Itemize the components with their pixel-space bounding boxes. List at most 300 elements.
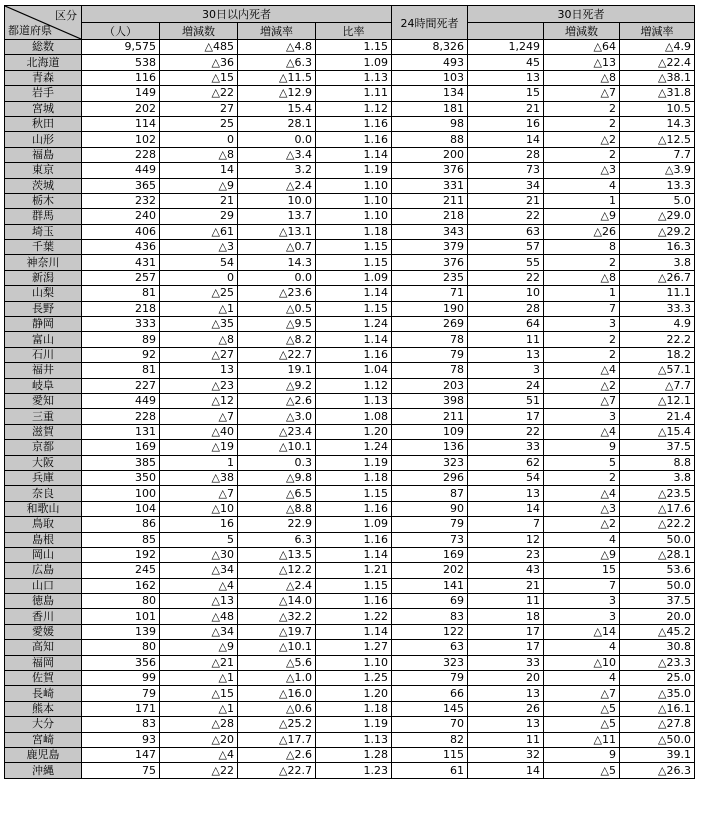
table-row xyxy=(5,747,695,762)
deaths-30d-cell: 33 xyxy=(468,440,544,455)
change-count-30d-cell: 1 xyxy=(544,193,620,208)
table-row xyxy=(5,578,695,593)
within30-cell: 538 xyxy=(82,55,160,70)
ratio-cell: 1.09 xyxy=(316,55,392,70)
ratio-cell: 1.27 xyxy=(316,640,392,655)
deaths-30d-cell: 32 xyxy=(468,747,544,762)
deaths-24h-cell: 190 xyxy=(392,301,468,316)
table-row xyxy=(5,86,695,101)
ratio-cell: 1.18 xyxy=(316,470,392,485)
deaths-30d-cell: 73 xyxy=(468,163,544,178)
table-row xyxy=(5,101,695,116)
change-rate-cell: 6.3 xyxy=(238,532,316,547)
table-row xyxy=(5,763,695,778)
change-count-cell: 1 xyxy=(160,455,238,470)
deaths-30d-cell: 1,249 xyxy=(468,40,544,55)
deaths-24h-cell: 202 xyxy=(392,563,468,578)
within30-cell: 333 xyxy=(82,317,160,332)
change-count-cell: △34 xyxy=(160,624,238,639)
change-count-cell: △40 xyxy=(160,424,238,439)
change-count-30d-cell: △14 xyxy=(544,624,620,639)
within30-cell: 218 xyxy=(82,301,160,316)
within30-cell: 101 xyxy=(82,609,160,624)
table-row xyxy=(5,609,695,624)
table-row xyxy=(5,363,695,378)
deaths-30d-cell: 21 xyxy=(468,193,544,208)
deaths-24h-cell: 70 xyxy=(392,717,468,732)
within30-cell: 89 xyxy=(82,332,160,347)
change-count-cell: △22 xyxy=(160,86,238,101)
change-rate-cell: △25.2 xyxy=(238,717,316,732)
table-row xyxy=(5,532,695,547)
prefecture-cell: 兵庫 xyxy=(5,470,82,485)
deaths-24h-cell: 109 xyxy=(392,424,468,439)
deaths-30d-cell: 20 xyxy=(468,671,544,686)
change-count-cell: △7 xyxy=(160,409,238,424)
change-count-30d-cell: 2 xyxy=(544,147,620,162)
prefecture-cell: 青森 xyxy=(5,70,82,85)
change-count-cell: △10 xyxy=(160,501,238,516)
within30-cell: 227 xyxy=(82,378,160,393)
deaths-30d-cell: 13 xyxy=(468,686,544,701)
ratio-cell: 1.10 xyxy=(316,193,392,208)
change-count-30d-cell: 7 xyxy=(544,578,620,593)
ratio-cell: 1.25 xyxy=(316,671,392,686)
within30-cell: 406 xyxy=(82,224,160,239)
change-rate-30d-cell: △28.1 xyxy=(620,547,695,562)
table-row xyxy=(5,717,695,732)
change-count-30d-cell: 3 xyxy=(544,317,620,332)
change-rate-30d-cell: △29.2 xyxy=(620,224,695,239)
change-rate-cell: △13.5 xyxy=(238,547,316,562)
change-count-30d-cell: 8 xyxy=(544,240,620,255)
change-rate-30d-cell: △23.5 xyxy=(620,486,695,501)
change-count-cell: △22 xyxy=(160,763,238,778)
change-rate-30d-cell: △35.0 xyxy=(620,686,695,701)
table-body xyxy=(5,40,695,779)
change-rate-cell: 0.3 xyxy=(238,455,316,470)
change-count-cell: 13 xyxy=(160,363,238,378)
change-rate-cell: △11.5 xyxy=(238,70,316,85)
deaths-24h-cell: 88 xyxy=(392,132,468,147)
prefecture-cell: 高知 xyxy=(5,640,82,655)
change-count-30d-cell: 3 xyxy=(544,594,620,609)
change-count-30d-cell: 9 xyxy=(544,440,620,455)
change-count-30d-cell: △2 xyxy=(544,132,620,147)
deaths-30d-cell: 17 xyxy=(468,624,544,639)
change-count-30d-cell: 2 xyxy=(544,116,620,131)
change-count-30d-cell: △7 xyxy=(544,86,620,101)
table-row xyxy=(5,440,695,455)
change-count-30d-cell: 4 xyxy=(544,178,620,193)
within30-cell: 92 xyxy=(82,347,160,362)
change-rate-30d-cell: △22.4 xyxy=(620,55,695,70)
change-count-30d-cell: △5 xyxy=(544,717,620,732)
prefecture-cell: 滋賀 xyxy=(5,424,82,439)
change-rate-30d-cell: △17.6 xyxy=(620,501,695,516)
change-rate-cell: △10.1 xyxy=(238,440,316,455)
deaths-30d-cell: 28 xyxy=(468,301,544,316)
within30-cell: 93 xyxy=(82,732,160,747)
deaths-24h-cell: 134 xyxy=(392,86,468,101)
ratio-cell: 1.08 xyxy=(316,409,392,424)
change-rate-cell: △17.7 xyxy=(238,732,316,747)
change-rate-30d-cell: 37.5 xyxy=(620,440,695,455)
deaths-24h-cell: 136 xyxy=(392,440,468,455)
table-row xyxy=(5,563,695,578)
deaths-24h-cell: 82 xyxy=(392,732,468,747)
change-rate-30d-cell: 3.8 xyxy=(620,470,695,485)
ratio-cell: 1.13 xyxy=(316,732,392,747)
change-rate-cell: 22.9 xyxy=(238,517,316,532)
prefecture-cell: 徳島 xyxy=(5,594,82,609)
change-count-cell: △7 xyxy=(160,486,238,501)
within30-cell: 257 xyxy=(82,270,160,285)
header-blank xyxy=(468,23,544,40)
change-rate-cell: 28.1 xyxy=(238,116,316,131)
header-row-top xyxy=(5,6,695,23)
change-count-cell: 25 xyxy=(160,116,238,131)
change-count-cell: 0 xyxy=(160,132,238,147)
change-rate-cell: 3.2 xyxy=(238,163,316,178)
ratio-cell: 1.16 xyxy=(316,501,392,516)
ratio-cell: 1.14 xyxy=(316,147,392,162)
ratio-cell: 1.19 xyxy=(316,717,392,732)
table-row xyxy=(5,393,695,408)
header-24h-deaths: 24時間死者 xyxy=(392,6,468,40)
deaths-24h-cell: 398 xyxy=(392,393,468,408)
deaths-30d-cell: 57 xyxy=(468,240,544,255)
deaths-30d-cell: 64 xyxy=(468,317,544,332)
prefecture-cell: 香川 xyxy=(5,609,82,624)
deaths-24h-cell: 69 xyxy=(392,594,468,609)
change-rate-30d-cell: △38.1 xyxy=(620,70,695,85)
table-row xyxy=(5,624,695,639)
within30-cell: 171 xyxy=(82,701,160,716)
ratio-cell: 1.14 xyxy=(316,624,392,639)
deaths-24h-cell: 203 xyxy=(392,378,468,393)
change-count-cell: 5 xyxy=(160,532,238,547)
deaths-30d-cell: 3 xyxy=(468,363,544,378)
deaths-24h-cell: 323 xyxy=(392,455,468,470)
table-row xyxy=(5,686,695,701)
deaths-30d-cell: 10 xyxy=(468,286,544,301)
deaths-24h-cell: 87 xyxy=(392,486,468,501)
change-rate-30d-cell: 13.3 xyxy=(620,178,695,193)
ratio-cell: 1.19 xyxy=(316,163,392,178)
change-count-cell: △20 xyxy=(160,732,238,747)
change-rate-30d-cell: △12.5 xyxy=(620,132,695,147)
table-row xyxy=(5,116,695,131)
change-rate-cell: △3.0 xyxy=(238,409,316,424)
deaths-30d-cell: 23 xyxy=(468,547,544,562)
table-row xyxy=(5,409,695,424)
prefecture-cell: 佐賀 xyxy=(5,671,82,686)
change-count-30d-cell: △2 xyxy=(544,517,620,532)
change-count-cell: △3 xyxy=(160,240,238,255)
ratio-cell: 1.16 xyxy=(316,594,392,609)
change-count-30d-cell: △7 xyxy=(544,686,620,701)
change-rate-cell: △2.6 xyxy=(238,747,316,762)
within30-cell: 75 xyxy=(82,763,160,778)
within30-cell: 192 xyxy=(82,547,160,562)
change-count-cell: 54 xyxy=(160,255,238,270)
change-rate-30d-cell: 22.2 xyxy=(620,332,695,347)
change-rate-30d-cell: △7.7 xyxy=(620,378,695,393)
deaths-30d-cell: 55 xyxy=(468,255,544,270)
table-row xyxy=(5,455,695,470)
change-count-cell: 14 xyxy=(160,163,238,178)
deaths-30d-cell: 11 xyxy=(468,332,544,347)
ratio-cell: 1.15 xyxy=(316,40,392,55)
ratio-cell: 1.13 xyxy=(316,393,392,408)
deaths-24h-cell: 61 xyxy=(392,763,468,778)
change-count-cell: △21 xyxy=(160,655,238,670)
change-count-30d-cell: 1 xyxy=(544,286,620,301)
ratio-cell: 1.28 xyxy=(316,747,392,762)
table-row xyxy=(5,378,695,393)
prefecture-cell: 奈良 xyxy=(5,486,82,501)
deaths-30d-cell: 62 xyxy=(468,455,544,470)
change-rate-cell: 13.7 xyxy=(238,209,316,224)
deaths-24h-cell: 493 xyxy=(392,55,468,70)
within30-cell: 85 xyxy=(82,532,160,547)
change-count-30d-cell: 4 xyxy=(544,640,620,655)
change-count-30d-cell: △4 xyxy=(544,424,620,439)
change-count-30d-cell: 4 xyxy=(544,671,620,686)
change-count-cell: △15 xyxy=(160,70,238,85)
table-row xyxy=(5,270,695,285)
change-rate-cell: △0.6 xyxy=(238,701,316,716)
change-rate-30d-cell: △22.2 xyxy=(620,517,695,532)
prefecture-cell: 神奈川 xyxy=(5,255,82,270)
ratio-cell: 1.22 xyxy=(316,609,392,624)
prefecture-cell: 石川 xyxy=(5,347,82,362)
prefecture-cell: 和歌山 xyxy=(5,501,82,516)
change-rate-30d-cell: △31.8 xyxy=(620,86,695,101)
prefecture-cell: 鳥取 xyxy=(5,517,82,532)
change-rate-cell: 14.3 xyxy=(238,255,316,270)
table-row xyxy=(5,178,695,193)
table-row xyxy=(5,70,695,85)
header-within-30-days: 30日以内死者 xyxy=(82,6,392,23)
prefecture-cell: 岐阜 xyxy=(5,378,82,393)
change-count-30d-cell: △64 xyxy=(544,40,620,55)
ratio-cell: 1.20 xyxy=(316,686,392,701)
change-rate-30d-cell: 25.0 xyxy=(620,671,695,686)
change-rate-cell: △14.0 xyxy=(238,594,316,609)
change-count-cell: △8 xyxy=(160,332,238,347)
change-rate-30d-cell: △23.3 xyxy=(620,655,695,670)
change-rate-cell: △9.8 xyxy=(238,470,316,485)
header-30-day-deaths: 30日死者 xyxy=(468,6,695,23)
within30-cell: 228 xyxy=(82,147,160,162)
header-change-count-30d: 増減数 xyxy=(544,23,620,40)
change-count-cell: 16 xyxy=(160,517,238,532)
header-row-sub xyxy=(5,23,695,40)
change-count-30d-cell: △3 xyxy=(544,501,620,516)
deaths-30d-cell: 34 xyxy=(468,178,544,193)
change-rate-30d-cell: △45.2 xyxy=(620,624,695,639)
prefecture-cell: 福井 xyxy=(5,363,82,378)
table-row xyxy=(5,209,695,224)
change-rate-cell: △5.6 xyxy=(238,655,316,670)
deaths-30d-cell: 63 xyxy=(468,224,544,239)
change-rate-30d-cell: 10.5 xyxy=(620,101,695,116)
deaths-24h-cell: 115 xyxy=(392,747,468,762)
change-rate-30d-cell: △12.1 xyxy=(620,393,695,408)
deaths-24h-cell: 98 xyxy=(392,116,468,131)
change-rate-cell: △2.4 xyxy=(238,178,316,193)
deaths-30d-cell: 22 xyxy=(468,270,544,285)
prefecture-cell: 福島 xyxy=(5,147,82,162)
change-count-30d-cell: △3 xyxy=(544,163,620,178)
traffic-fatalities-table-wrapper xyxy=(4,5,695,779)
change-rate-cell: △6.5 xyxy=(238,486,316,501)
change-count-cell: 27 xyxy=(160,101,238,116)
table-row xyxy=(5,594,695,609)
deaths-24h-cell: 211 xyxy=(392,193,468,208)
deaths-24h-cell: 323 xyxy=(392,655,468,670)
prefecture-cell: 総数 xyxy=(5,40,82,55)
change-count-cell: 29 xyxy=(160,209,238,224)
deaths-30d-cell: 18 xyxy=(468,609,544,624)
change-rate-cell: △13.1 xyxy=(238,224,316,239)
change-rate-cell: △12.2 xyxy=(238,563,316,578)
change-count-cell: 21 xyxy=(160,193,238,208)
change-count-cell: △38 xyxy=(160,470,238,485)
total-row xyxy=(5,40,695,55)
change-count-cell: △1 xyxy=(160,301,238,316)
within30-cell: 114 xyxy=(82,116,160,131)
change-count-cell: △30 xyxy=(160,547,238,562)
change-rate-cell: △4.8 xyxy=(238,40,316,55)
change-count-cell: △15 xyxy=(160,686,238,701)
ratio-cell: 1.15 xyxy=(316,240,392,255)
prefecture-cell: 京都 xyxy=(5,440,82,455)
ratio-cell: 1.09 xyxy=(316,270,392,285)
ratio-cell: 1.18 xyxy=(316,701,392,716)
change-rate-30d-cell: △26.7 xyxy=(620,270,695,285)
prefecture-cell: 富山 xyxy=(5,332,82,347)
prefecture-cell: 長野 xyxy=(5,301,82,316)
within30-cell: 81 xyxy=(82,286,160,301)
change-count-30d-cell: △2 xyxy=(544,378,620,393)
deaths-24h-cell: 145 xyxy=(392,701,468,716)
table-row xyxy=(5,655,695,670)
change-count-30d-cell: 3 xyxy=(544,409,620,424)
change-rate-cell: △3.4 xyxy=(238,147,316,162)
prefecture-cell: 鹿児島 xyxy=(5,747,82,762)
deaths-24h-cell: 122 xyxy=(392,624,468,639)
change-rate-30d-cell: △4.9 xyxy=(620,40,695,55)
change-count-30d-cell: 3 xyxy=(544,609,620,624)
ratio-cell: 1.24 xyxy=(316,317,392,332)
prefecture-cell: 群馬 xyxy=(5,209,82,224)
change-count-cell: △36 xyxy=(160,55,238,70)
deaths-30d-cell: 21 xyxy=(468,101,544,116)
deaths-24h-cell: 376 xyxy=(392,255,468,270)
change-rate-cell: △0.5 xyxy=(238,301,316,316)
change-rate-cell: 19.1 xyxy=(238,363,316,378)
deaths-30d-cell: 13 xyxy=(468,70,544,85)
deaths-24h-cell: 218 xyxy=(392,209,468,224)
ratio-cell: 1.04 xyxy=(316,363,392,378)
deaths-24h-cell: 90 xyxy=(392,501,468,516)
deaths-30d-cell: 28 xyxy=(468,147,544,162)
ratio-cell: 1.14 xyxy=(316,286,392,301)
prefecture-cell: 沖縄 xyxy=(5,763,82,778)
deaths-30d-cell: 12 xyxy=(468,532,544,547)
within30-cell: 356 xyxy=(82,655,160,670)
within30-cell: 350 xyxy=(82,470,160,485)
ratio-cell: 1.12 xyxy=(316,378,392,393)
change-count-30d-cell: 2 xyxy=(544,101,620,116)
ratio-cell: 1.15 xyxy=(316,578,392,593)
within30-cell: 81 xyxy=(82,363,160,378)
change-count-30d-cell: 5 xyxy=(544,455,620,470)
deaths-30d-cell: 33 xyxy=(468,655,544,670)
within30-cell: 365 xyxy=(82,178,160,193)
prefecture-cell: 静岡 xyxy=(5,317,82,332)
ratio-cell: 1.10 xyxy=(316,178,392,193)
change-count-30d-cell: △4 xyxy=(544,486,620,501)
change-rate-30d-cell: 50.0 xyxy=(620,532,695,547)
change-rate-30d-cell: 3.8 xyxy=(620,255,695,270)
change-count-30d-cell: △11 xyxy=(544,732,620,747)
ratio-cell: 1.14 xyxy=(316,332,392,347)
table-row xyxy=(5,147,695,162)
change-rate-cell: 0.0 xyxy=(238,270,316,285)
table-row xyxy=(5,547,695,562)
deaths-24h-cell: 78 xyxy=(392,363,468,378)
deaths-24h-cell: 211 xyxy=(392,409,468,424)
ratio-cell: 1.20 xyxy=(316,424,392,439)
ratio-cell: 1.15 xyxy=(316,301,392,316)
change-count-30d-cell: △13 xyxy=(544,55,620,70)
within30-cell: 116 xyxy=(82,70,160,85)
change-count-30d-cell: △8 xyxy=(544,70,620,85)
within30-cell: 449 xyxy=(82,163,160,178)
change-count-30d-cell: △8 xyxy=(544,270,620,285)
deaths-24h-cell: 78 xyxy=(392,332,468,347)
within30-cell: 431 xyxy=(82,255,160,270)
table-row xyxy=(5,424,695,439)
deaths-30d-cell: 54 xyxy=(468,470,544,485)
change-count-cell: △19 xyxy=(160,440,238,455)
prefecture-cell: 秋田 xyxy=(5,116,82,131)
within30-cell: 147 xyxy=(82,747,160,762)
change-count-30d-cell: △5 xyxy=(544,701,620,716)
change-rate-cell: △9.2 xyxy=(238,378,316,393)
change-rate-cell: △23.4 xyxy=(238,424,316,439)
ratio-cell: 1.13 xyxy=(316,70,392,85)
prefecture-cell: 島根 xyxy=(5,532,82,547)
table-row xyxy=(5,163,695,178)
ratio-cell: 1.18 xyxy=(316,224,392,239)
deaths-30d-cell: 14 xyxy=(468,763,544,778)
table-row xyxy=(5,501,695,516)
change-count-30d-cell: △9 xyxy=(544,547,620,562)
within30-cell: 86 xyxy=(82,517,160,532)
change-count-30d-cell: △9 xyxy=(544,209,620,224)
within30-cell: 80 xyxy=(82,640,160,655)
within30-cell: 436 xyxy=(82,240,160,255)
change-rate-cell: △12.9 xyxy=(238,86,316,101)
change-count-cell: △8 xyxy=(160,147,238,162)
change-count-cell: △9 xyxy=(160,178,238,193)
header-change-rate-30d: 増減率 xyxy=(620,23,695,40)
